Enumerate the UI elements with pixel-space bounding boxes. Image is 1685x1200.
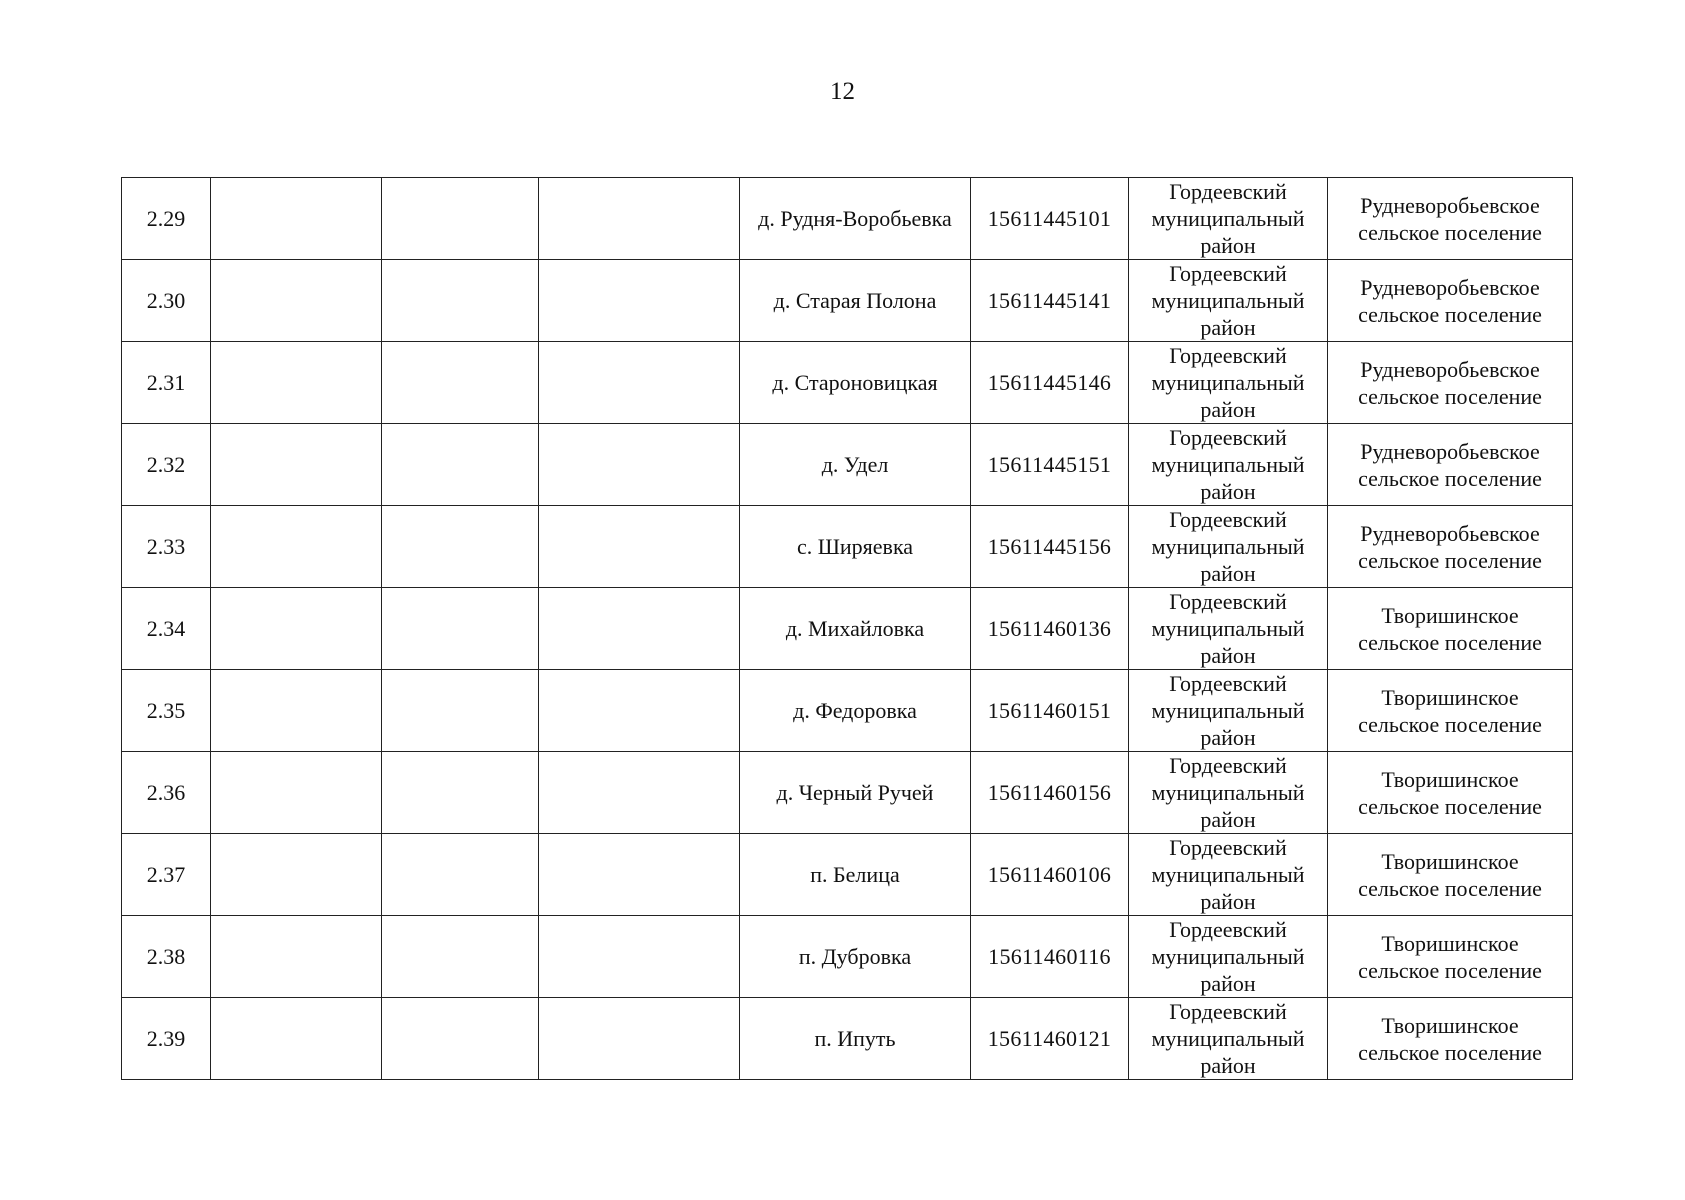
municipality-line: Рудневоробьевское — [1360, 274, 1540, 300]
empty-cell-3 — [539, 670, 740, 752]
empty-cell-1 — [211, 916, 382, 998]
empty-cell-1 — [211, 342, 382, 424]
district-line: муниципальный — [1151, 370, 1305, 395]
district-cell — [1129, 998, 1328, 1080]
empty-cell-3 — [539, 588, 740, 670]
empty-cell-3 — [539, 178, 740, 260]
table-row — [122, 506, 1573, 588]
municipality-line: сельское поселение — [1358, 301, 1542, 327]
municipality-line: Творишинское — [1381, 848, 1519, 874]
okato-code-cell: 15611460156 — [971, 752, 1129, 834]
empty-cell-2 — [382, 670, 539, 752]
district-line: Гордеевский — [1169, 917, 1287, 942]
page-number: 12 — [830, 78, 855, 105]
municipality-line: сельское поселение — [1358, 711, 1542, 737]
district-cell — [1129, 752, 1328, 834]
municipality-line: сельское поселение — [1358, 957, 1542, 983]
settlement-name-cell: д. Рудня-Воробьевка — [740, 178, 971, 260]
settlement-name-cell: д. Староновицкая — [740, 342, 971, 424]
district-line: Гордеевский — [1169, 179, 1287, 204]
table-body — [122, 178, 1573, 1080]
empty-cell-1 — [211, 424, 382, 506]
settlement-name-cell: с. Ширяевка — [740, 506, 971, 588]
table-row — [122, 916, 1573, 998]
okato-code-cell: 15611460116 — [971, 916, 1129, 998]
district-line: район — [1200, 725, 1256, 750]
empty-cell-2 — [382, 506, 539, 588]
empty-cell-3 — [539, 260, 740, 342]
okato-code-cell: 15611445146 — [971, 342, 1129, 424]
district-line: Гордеевский — [1169, 425, 1287, 450]
district-line: Гордеевский — [1169, 261, 1287, 286]
district-cell — [1129, 424, 1328, 506]
district-line: муниципальный — [1151, 944, 1305, 969]
empty-cell-2 — [382, 178, 539, 260]
municipality-cell — [1328, 752, 1573, 834]
empty-cell-2 — [382, 424, 539, 506]
district-line: Гордеевский — [1169, 753, 1287, 778]
municipality-line: Творишинское — [1381, 684, 1519, 710]
empty-cell-2 — [382, 260, 539, 342]
municipality-line: Творишинское — [1381, 602, 1519, 628]
district-line: муниципальный — [1151, 534, 1305, 559]
row-number-cell: 2.39 — [122, 998, 211, 1080]
empty-cell-1 — [211, 178, 382, 260]
municipality-line: Рудневоробьевское — [1360, 192, 1540, 218]
empty-cell-2 — [382, 834, 539, 916]
district-line: район — [1200, 971, 1256, 996]
municipality-line: сельское поселение — [1358, 383, 1542, 409]
district-line: Гордеевский — [1169, 999, 1287, 1024]
table-row — [122, 588, 1573, 670]
okato-code-cell: 15611460136 — [971, 588, 1129, 670]
table-row — [122, 424, 1573, 506]
district-line: Гордеевский — [1169, 343, 1287, 368]
empty-cell-2 — [382, 998, 539, 1080]
table-row — [122, 834, 1573, 916]
row-number-cell: 2.36 — [122, 752, 211, 834]
table-row — [122, 752, 1573, 834]
municipality-line: Рудневоробьевское — [1360, 356, 1540, 382]
empty-cell-2 — [382, 342, 539, 424]
empty-cell-3 — [539, 342, 740, 424]
district-line: район — [1200, 643, 1256, 668]
district-line: район — [1200, 315, 1256, 340]
municipality-cell — [1328, 260, 1573, 342]
empty-cell-3 — [539, 506, 740, 588]
row-number-cell: 2.38 — [122, 916, 211, 998]
district-cell — [1129, 588, 1328, 670]
table-row — [122, 178, 1573, 260]
municipality-line: сельское поселение — [1358, 875, 1542, 901]
district-cell — [1129, 670, 1328, 752]
empty-cell-3 — [539, 916, 740, 998]
municipality-line: Творишинское — [1381, 766, 1519, 792]
empty-cell-1 — [211, 752, 382, 834]
table-row — [122, 342, 1573, 424]
district-cell — [1129, 916, 1328, 998]
district-line: район — [1200, 807, 1256, 832]
empty-cell-3 — [539, 834, 740, 916]
municipality-line: Творишинское — [1381, 930, 1519, 956]
municipality-line: сельское поселение — [1358, 1039, 1542, 1065]
settlement-name-cell: д. Федоровка — [740, 670, 971, 752]
municipality-line: Рудневоробьевское — [1360, 438, 1540, 464]
district-line: район — [1200, 889, 1256, 914]
municipality-line: сельское поселение — [1358, 219, 1542, 245]
district-line: муниципальный — [1151, 1026, 1305, 1051]
municipality-cell — [1328, 506, 1573, 588]
municipality-cell — [1328, 178, 1573, 260]
district-line: район — [1200, 397, 1256, 422]
empty-cell-3 — [539, 424, 740, 506]
municipality-cell — [1328, 998, 1573, 1080]
settlement-name-cell: д. Михайловка — [740, 588, 971, 670]
municipality-line: Творишинское — [1381, 1012, 1519, 1038]
empty-cell-1 — [211, 588, 382, 670]
okato-code-cell: 15611460106 — [971, 834, 1129, 916]
municipality-cell — [1328, 916, 1573, 998]
settlement-name-cell: п. Дубровка — [740, 916, 971, 998]
municipality-line: сельское поселение — [1358, 547, 1542, 573]
empty-cell-1 — [211, 260, 382, 342]
empty-cell-1 — [211, 834, 382, 916]
empty-cell-1 — [211, 506, 382, 588]
district-line: Гордеевский — [1169, 671, 1287, 696]
okato-code-cell: 15611460121 — [971, 998, 1129, 1080]
row-number-cell: 2.34 — [122, 588, 211, 670]
settlement-name-cell: д. Старая Полона — [740, 260, 971, 342]
empty-cell-1 — [211, 998, 382, 1080]
municipality-cell — [1328, 834, 1573, 916]
municipality-cell — [1328, 424, 1573, 506]
district-line: муниципальный — [1151, 780, 1305, 805]
municipality-cell — [1328, 670, 1573, 752]
row-number-cell: 2.32 — [122, 424, 211, 506]
settlement-name-cell: п. Ипуть — [740, 998, 971, 1080]
district-line: муниципальный — [1151, 862, 1305, 887]
municipality-line: Рудневоробьевское — [1360, 520, 1540, 546]
settlement-name-cell: д. Черный Ручей — [740, 752, 971, 834]
row-number-cell: 2.31 — [122, 342, 211, 424]
district-line: район — [1200, 233, 1256, 258]
row-number-cell: 2.33 — [122, 506, 211, 588]
row-number-cell: 2.37 — [122, 834, 211, 916]
okato-code-cell: 15611460151 — [971, 670, 1129, 752]
district-line: Гордеевский — [1169, 835, 1287, 860]
municipality-line: сельское поселение — [1358, 629, 1542, 655]
municipality-line: сельское поселение — [1358, 465, 1542, 491]
district-line: муниципальный — [1151, 698, 1305, 723]
settlements-table — [121, 177, 1573, 1080]
municipality-cell — [1328, 342, 1573, 424]
district-cell — [1129, 834, 1328, 916]
table-row — [122, 998, 1573, 1080]
empty-cell-2 — [382, 588, 539, 670]
district-cell — [1129, 506, 1328, 588]
empty-cell-2 — [382, 752, 539, 834]
empty-cell-3 — [539, 998, 740, 1080]
okato-code-cell: 15611445141 — [971, 260, 1129, 342]
empty-cell-2 — [382, 916, 539, 998]
district-cell — [1129, 178, 1328, 260]
district-line: Гордеевский — [1169, 589, 1287, 614]
district-line: муниципальный — [1151, 452, 1305, 477]
district-line: муниципальный — [1151, 288, 1305, 313]
table-row — [122, 260, 1573, 342]
okato-code-cell: 15611445101 — [971, 178, 1129, 260]
district-line: Гордеевский — [1169, 507, 1287, 532]
settlement-name-cell: д. Удел — [740, 424, 971, 506]
district-line: муниципальный — [1151, 206, 1305, 231]
district-cell — [1129, 260, 1328, 342]
district-line: район — [1200, 561, 1256, 586]
row-number-cell: 2.30 — [122, 260, 211, 342]
district-cell — [1129, 342, 1328, 424]
settlement-name-cell: п. Белица — [740, 834, 971, 916]
district-line: муниципальный — [1151, 616, 1305, 641]
row-number-cell: 2.29 — [122, 178, 211, 260]
district-line: район — [1200, 1053, 1256, 1078]
okato-code-cell: 15611445151 — [971, 424, 1129, 506]
municipality-cell — [1328, 588, 1573, 670]
empty-cell-3 — [539, 752, 740, 834]
table-row — [122, 670, 1573, 752]
empty-cell-1 — [211, 670, 382, 752]
row-number-cell: 2.35 — [122, 670, 211, 752]
okato-code-cell: 15611445156 — [971, 506, 1129, 588]
municipality-line: сельское поселение — [1358, 793, 1542, 819]
district-line: район — [1200, 479, 1256, 504]
